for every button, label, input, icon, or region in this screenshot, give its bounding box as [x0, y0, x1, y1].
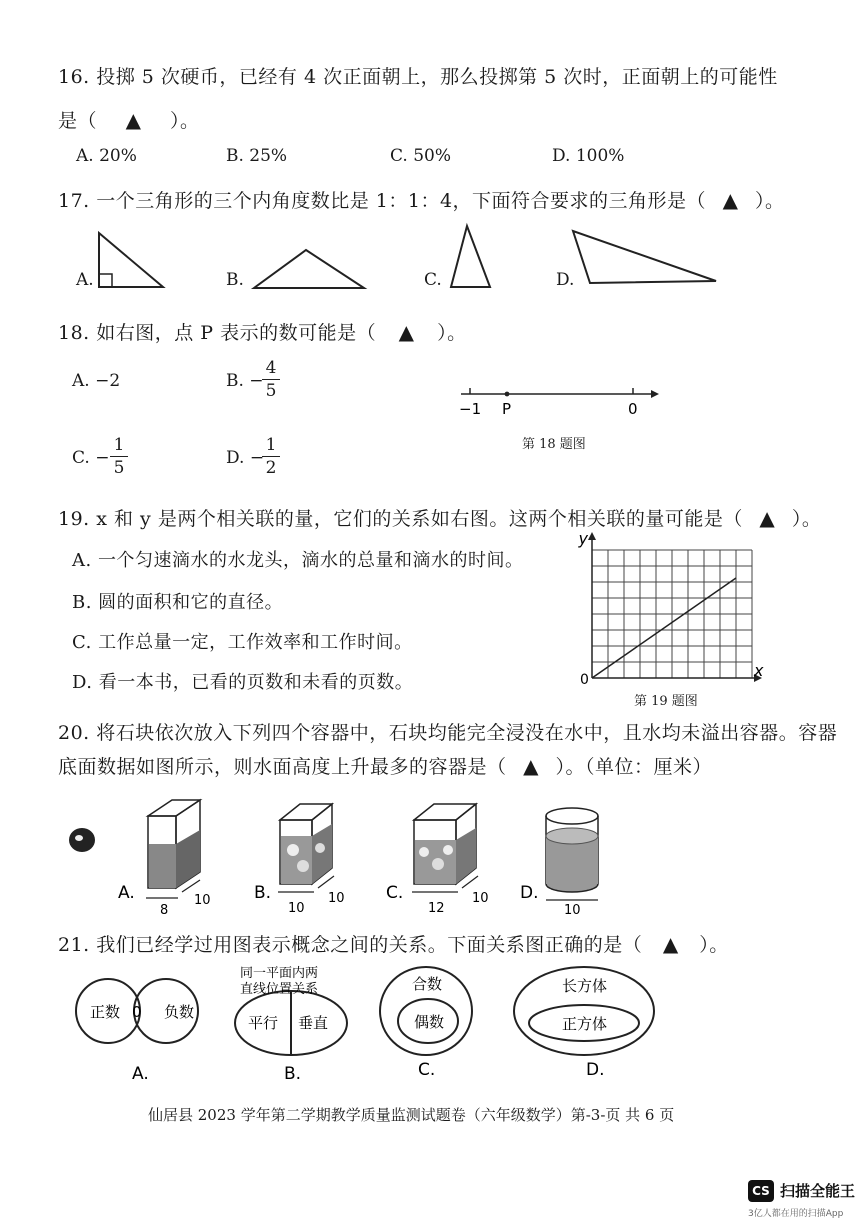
- container-a: [146, 800, 200, 898]
- q16-option-c: C. 50%: [390, 146, 451, 166]
- q18-caption: 第 18 题图: [522, 437, 586, 452]
- page-footer: 仙居县 2023 学年第二学期教学质量监测试题卷（六年级数学）第-3-页 共 6 页: [148, 1106, 675, 1124]
- container-d-diameter: 10: [564, 903, 581, 918]
- diagram-d-letter: D.: [586, 1060, 605, 1080]
- q16-option-d: D. 100%: [552, 146, 625, 166]
- q19-text-start: 19. x 和 y 是两个相关联的量，它们的关系如右图。这两个相关联的量可能是（: [58, 508, 743, 530]
- answer-triangle-icon: ▲: [523, 754, 539, 778]
- proportional-line: [592, 578, 736, 678]
- diagram-c-letter: C.: [418, 1060, 436, 1080]
- stone-icon: [69, 828, 95, 852]
- diagram-c-inner-label: 偶数: [414, 1013, 445, 1031]
- q20-line2: [58, 752, 712, 779]
- diagram-a-left-label: 正数: [90, 1003, 121, 1021]
- diagram-b-right-label: 垂直: [298, 1014, 329, 1032]
- answer-triangle-icon: ▲: [759, 506, 776, 530]
- q16-line1: 16. 投掷 5 次硬币，已经有 4 次正面朝上，那么投掷第 5 次时，正面朝上的可能性: [58, 66, 778, 88]
- diagram-c-outer-label: 合数: [412, 975, 443, 993]
- q19-option-b: B. 圆的面积和它的直径。: [72, 592, 284, 613]
- fraction-numerator: 4: [265, 358, 277, 378]
- graph-grid: [592, 550, 752, 678]
- fraction-numerator: 1: [265, 435, 277, 455]
- diagram-b-left-label: 平行: [248, 1014, 279, 1032]
- diagram-b-letter: B.: [284, 1064, 302, 1084]
- q19-text: [58, 504, 821, 531]
- q17-text-end: ）。: [755, 190, 785, 212]
- fraction-denominator: 2: [265, 458, 277, 478]
- q18-option-c-prefix: C. −: [72, 448, 110, 468]
- fraction-denominator: 5: [113, 458, 125, 478]
- q18-option-b-fraction: [262, 358, 280, 401]
- q18-text: [58, 318, 467, 345]
- container-c-width: 12: [428, 901, 445, 916]
- fraction-numerator: 1: [113, 435, 125, 455]
- graph-y-label: y: [578, 532, 588, 548]
- container-b: [278, 804, 334, 892]
- container-a-depth: 10: [194, 893, 211, 908]
- q16-line2-start: 是（: [58, 110, 98, 132]
- q20-line1: 20. 将石块依次放入下列四个容器中，石块均能完全浸没在水中，且水均未溢出容器。容器: [58, 722, 838, 744]
- watermark-title: 扫描全能王: [780, 1182, 856, 1200]
- q18-text-start: 18. 如右图，点 P 表示的数可能是（: [58, 322, 377, 344]
- fraction-denominator: 5: [265, 381, 277, 401]
- q18-option-a: A. −2: [72, 371, 121, 391]
- graph-origin-label: 0: [580, 672, 589, 688]
- q17-option-a: A.: [76, 270, 94, 290]
- obtuse-triangle-b: [254, 250, 364, 288]
- q21-diagrams: [0, 955, 867, 1095]
- q20-containers: [0, 790, 867, 920]
- answer-triangle-icon: ▲: [722, 188, 739, 212]
- container-b-width: 10: [288, 901, 305, 916]
- answer-triangle-icon: ▲: [398, 320, 415, 344]
- numberline-label-left: −1: [459, 400, 482, 418]
- point-p: [505, 392, 510, 397]
- numberline-label-p: P: [502, 400, 512, 418]
- q21-text-end: ）。: [699, 934, 729, 956]
- answer-triangle-icon: ▲: [125, 108, 142, 132]
- container-a-letter: A.: [118, 883, 135, 903]
- q17-option-b: B.: [226, 270, 244, 290]
- acute-triangle-c: [451, 226, 490, 287]
- q16-option-a: A. 20%: [76, 146, 137, 166]
- q18-option-d-prefix: D. −: [226, 448, 265, 468]
- q18-option-c-fraction: [110, 435, 128, 478]
- q18-option-d-fraction: [262, 435, 280, 478]
- q21-text: [58, 930, 729, 957]
- right-angle-mark: [99, 274, 112, 287]
- diagram-a-right-label: 负数: [164, 1003, 195, 1021]
- q17-option-c: C.: [424, 270, 442, 290]
- container-c-letter: C.: [386, 883, 404, 903]
- container-d-letter: D.: [520, 883, 539, 903]
- diagram-b-title2: 直线位置关系: [240, 982, 319, 997]
- camscanner-logo-icon: CS: [748, 1180, 774, 1202]
- q18-option-b-prefix: B. −: [226, 371, 264, 391]
- q17-triangles: [0, 0, 867, 300]
- q19-text-end: ）。: [791, 508, 822, 530]
- numberline-label-right: 0: [628, 400, 638, 418]
- obtuse-triangle-d: [573, 231, 716, 283]
- q20-line2-start: 底面数据如图所示，则水面高度上升最多的容器是（: [58, 756, 507, 778]
- container-c-depth: 10: [472, 891, 489, 906]
- diagram-d-inner-label: 正方体: [562, 1015, 608, 1033]
- diagram-d-outer-label: 长方体: [562, 977, 608, 995]
- q19-option-a: A. 一个匀速滴水的水龙头，滴水的总量和滴水的时间。: [72, 550, 524, 571]
- graph-x-label: x: [754, 661, 764, 680]
- q17-option-d: D.: [556, 270, 575, 290]
- q16-line2-end: ）。: [170, 110, 200, 132]
- q18-text-end: ）。: [437, 322, 467, 344]
- q20-line2-end: ）。（单位：厘米）: [555, 756, 713, 778]
- container-b-depth: 10: [328, 891, 345, 906]
- q19-caption: 第 19 题图: [634, 694, 698, 709]
- q19-graph: [574, 532, 774, 692]
- diagram-b-title1: 同一平面内两: [240, 966, 319, 981]
- q16-option-b: B. 25%: [226, 146, 288, 166]
- right-triangle-a: [99, 233, 163, 287]
- watermark-subtitle: 3亿人都在用的扫描App: [748, 1209, 844, 1219]
- container-d: [546, 808, 598, 900]
- container-c: [412, 804, 478, 892]
- answer-triangle-icon: ▲: [662, 932, 679, 956]
- container-a-width: 8: [160, 903, 169, 918]
- q19-option-d: D. 看一本书，已看的页数和未看的页数。: [72, 672, 414, 693]
- q18-number-line: [455, 380, 665, 420]
- diagram-a-middle-label: 0: [132, 1003, 142, 1021]
- diagram-a-letter: A.: [132, 1064, 149, 1084]
- container-b-letter: B.: [254, 883, 272, 903]
- q19-option-c: C. 工作总量一定，工作效率和工作时间。: [72, 632, 413, 653]
- q21-text-start: 21. 我们已经学过用图表示概念之间的关系。下面关系图正确的是（: [58, 934, 643, 956]
- q17-text-start: 17. 一个三角形的三个内角度数比是 1：1：4，下面符合要求的三角形是（: [58, 190, 707, 212]
